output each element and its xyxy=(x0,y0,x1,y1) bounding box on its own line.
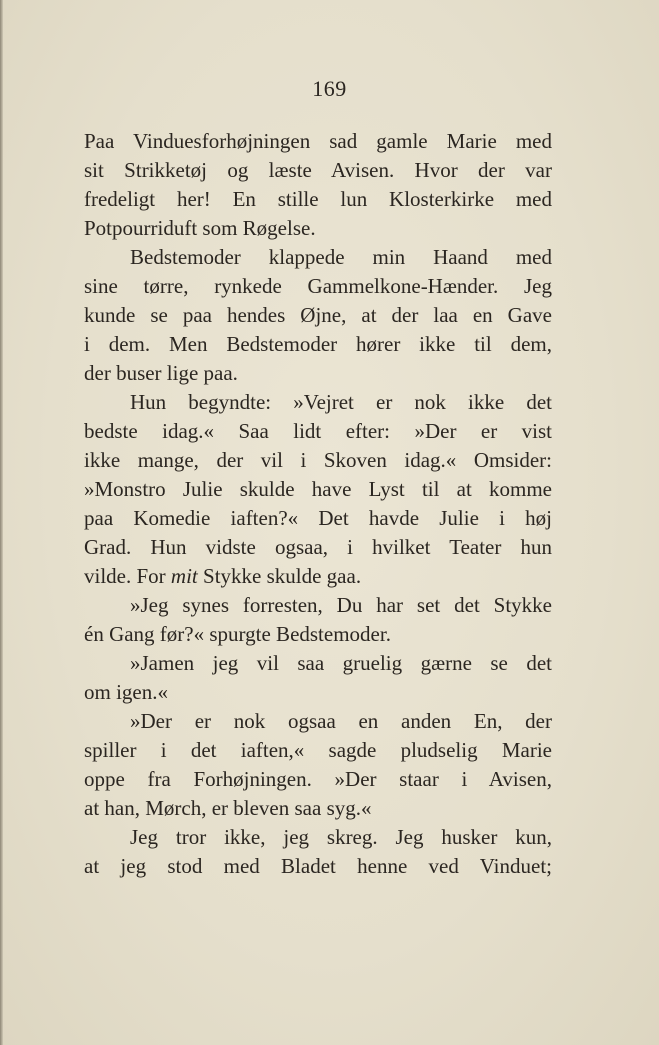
text-line: Bedstemoder klappede min Haand med xyxy=(130,245,552,269)
text-line: »Der er nok ogsaa en anden En, der xyxy=(130,709,552,733)
text-line: ikke mange, der vil i Skoven idag.« Omsider: xyxy=(84,448,552,472)
text-segment: Stykke skulde gaa. xyxy=(197,564,362,588)
text-line: at jeg stod med Bladet henne ved Vinduet; xyxy=(84,854,552,878)
text-line: oppe fra Forhøjningen. »Der staar i Avisen, xyxy=(84,767,552,791)
body-text xyxy=(84,127,552,881)
text-line xyxy=(84,562,552,591)
text-line: at han, Mørch, er bleven saa syg.« xyxy=(84,796,372,820)
text-line: der buser lige paa. xyxy=(84,361,238,385)
text-line: »Jamen jeg vil saa gruelig gærne se det xyxy=(130,651,552,675)
text-line: »Monstro Julie skulde have Lyst til at komme xyxy=(84,477,552,501)
italic-emphasis: mit xyxy=(170,564,198,588)
text-line: sine tørre, rynkede Gammelkone-Hænder. Jeg xyxy=(84,274,552,298)
text-line: Grad. Hun vidste ogsaa, i hvilket Teater hun xyxy=(84,535,552,559)
text-line: »Jeg synes forresten, Du har set det Stykke xyxy=(130,593,552,617)
page-edge xyxy=(0,0,3,1045)
text-line: fredeligt her! En stille lun Klosterkirke med xyxy=(84,187,552,211)
text-line: bedste idag.« Saa lidt efter: »Der er vist xyxy=(84,419,552,443)
text-line: i dem. Men Bedstemoder hører ikke til dem, xyxy=(84,332,552,356)
text-segment: vilde. For xyxy=(84,564,171,588)
text-line: paa Komedie iaften?« Det havde Julie i høj xyxy=(84,506,552,530)
text-line: Jeg tror ikke, jeg skreg. Jeg husker kun, xyxy=(130,825,552,849)
page-number: 169 xyxy=(312,76,347,101)
text-line: Hun begyndte: »Vejret er nok ikke det xyxy=(130,390,552,414)
text-line: spiller i det iaften,« sagde pludselig Marie xyxy=(84,738,552,762)
text-line: Paa Vinduesforhøjningen sad gamle Marie med xyxy=(84,129,552,153)
text-line: sit Strikketøj og læste Avisen. Hvor der var xyxy=(84,158,552,182)
text-line: om igen.« xyxy=(84,680,168,704)
text-line: kunde se paa hendes Øjne, at der laa en Gave xyxy=(84,303,552,327)
text-line: én Gang før?« spurgte Bedstemoder. xyxy=(84,622,391,646)
text-line: Potpourriduft som Røgelse. xyxy=(84,216,316,240)
